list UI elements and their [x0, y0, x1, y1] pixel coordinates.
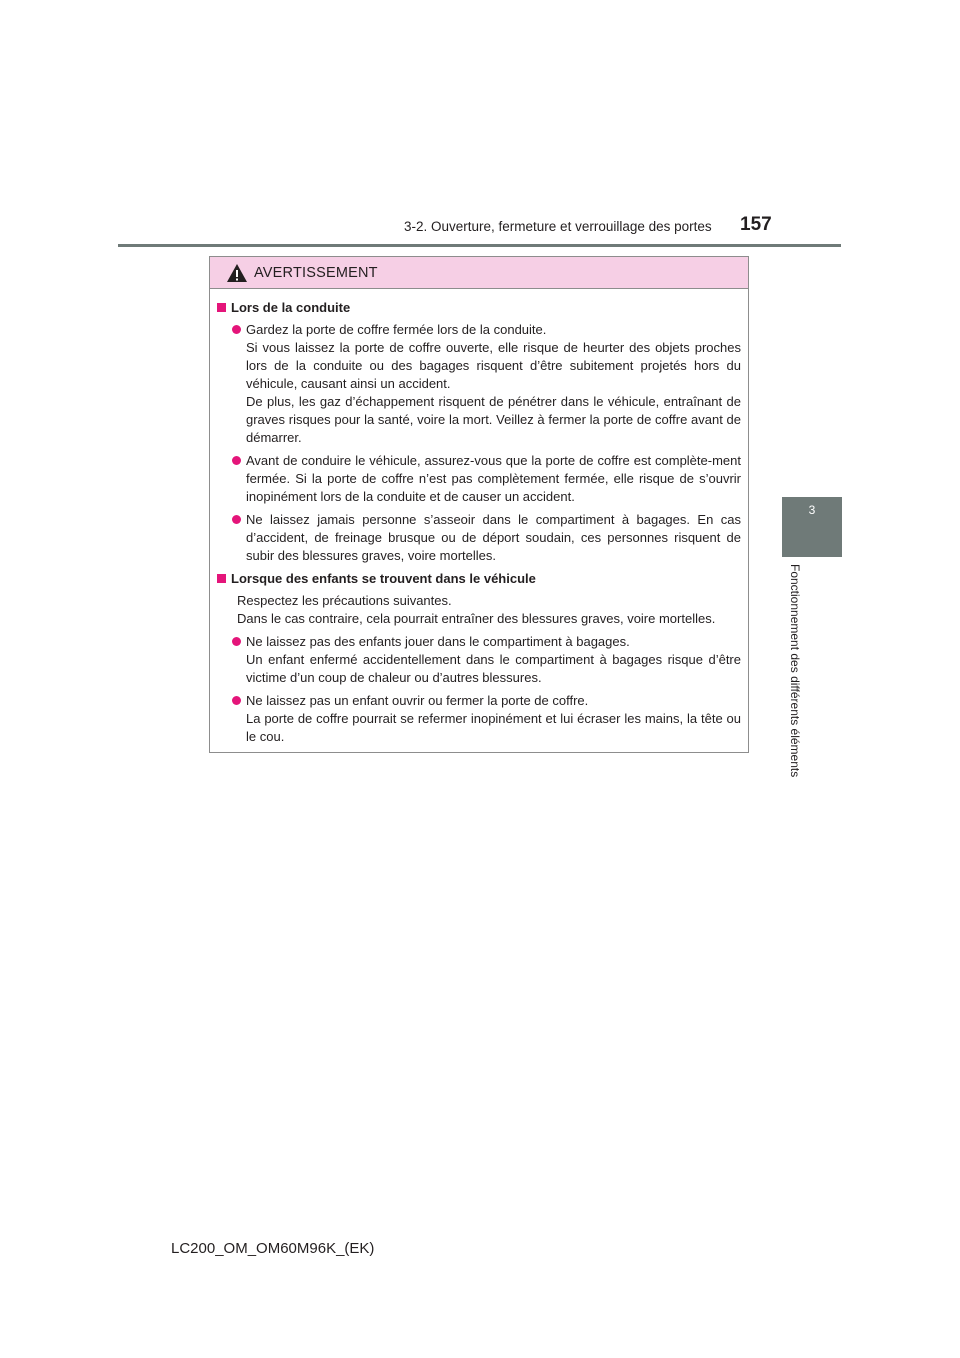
chapter-number: 3 [808, 503, 816, 517]
warning-box [209, 256, 749, 753]
round-bullet-icon [232, 637, 241, 646]
section-heading-text: Lors de la conduite [231, 300, 351, 315]
warning-header [210, 257, 748, 289]
list-item [217, 633, 741, 687]
item-line: Ne laissez jamais personne s’asseoir dans le compartiment à bagages. En cas d’accident, de freinage brusque ou de déport soudain, ces personnes risquent de subir des blessures graves, voire mortelles. [246, 512, 741, 563]
square-bullet-icon [217, 574, 226, 583]
item-text [246, 692, 741, 746]
warning-triangle-icon [226, 263, 248, 283]
item-text [246, 321, 741, 447]
round-bullet-icon [232, 515, 241, 524]
item-line: La porte de coffre pourrait se refermer inopinément et lui écraser les mains, la tête ou le cou. [246, 711, 741, 744]
item-line: Si vous laissez la porte de coffre ouverte, elle risque de heurter des objets proches lors de la conduite ou des bagages risquent d’être subitement projetés hors du véhicule, causant ainsi un accident. [246, 340, 741, 391]
round-bullet-icon [232, 325, 241, 334]
section-heading [217, 299, 741, 317]
list-item [217, 511, 741, 565]
list-item [217, 452, 741, 506]
round-bullet-icon [232, 696, 241, 705]
header-rule [118, 244, 841, 247]
document-code: LC200_OM_OM60M96K_(EK) [171, 1240, 375, 1257]
item-line: Avant de conduire le véhicule, assurez-vous que la porte de coffre est complète-ment fermée. Si la porte de coffre n’est pas complètement fermée, elle risque de s’ouvrir inopinément lors de la conduite et de causer un accident. [246, 453, 741, 504]
intro-line: Respectez les précautions suivantes. [237, 593, 452, 608]
square-bullet-icon [217, 303, 226, 312]
section-driving [217, 299, 741, 565]
warning-title: AVERTISSEMENT [254, 264, 378, 281]
item-text [246, 633, 741, 687]
chapter-label: Fonctionnement des différents éléments [788, 564, 802, 778]
round-bullet-icon [232, 456, 241, 465]
item-line: Ne laissez pas un enfant ouvrir ou fermer la porte de coffre. [246, 693, 589, 708]
warning-body [210, 289, 748, 746]
section-heading [217, 570, 741, 588]
item-line: Gardez la porte de coffre fermée lors de la conduite. [246, 322, 547, 337]
list-item [217, 692, 741, 746]
section-heading-text: Lorsque des enfants se trouvent dans le véhicule [231, 571, 536, 586]
item-line: Ne laissez pas des enfants jouer dans le compartiment à bagages. [246, 634, 630, 649]
item-line: Un enfant enfermé accidentellement dans le compartiment à bagages risque d’être victime d’un coup de chaleur ou d’autres blessures. [246, 652, 741, 685]
item-text [246, 452, 741, 506]
page-number: 157 [740, 214, 772, 235]
section-children [217, 570, 741, 746]
chapter-tab [782, 497, 842, 557]
section-title: 3-2. Ouverture, fermeture et verrouillage des portes [404, 219, 712, 234]
list-item [217, 321, 741, 447]
intro-line: Dans le cas contraire, cela pourrait entraîner des blessures graves, voire mortelles. [237, 611, 716, 626]
item-text [246, 511, 741, 565]
item-line: De plus, les gaz d’échappement risquent de pénétrer dans le véhicule, entraînant de graves risques pour la santé, voire la mort. Veillez à fermer la porte de coffre avant de démarrer. [246, 394, 741, 445]
section-intro [217, 592, 741, 628]
